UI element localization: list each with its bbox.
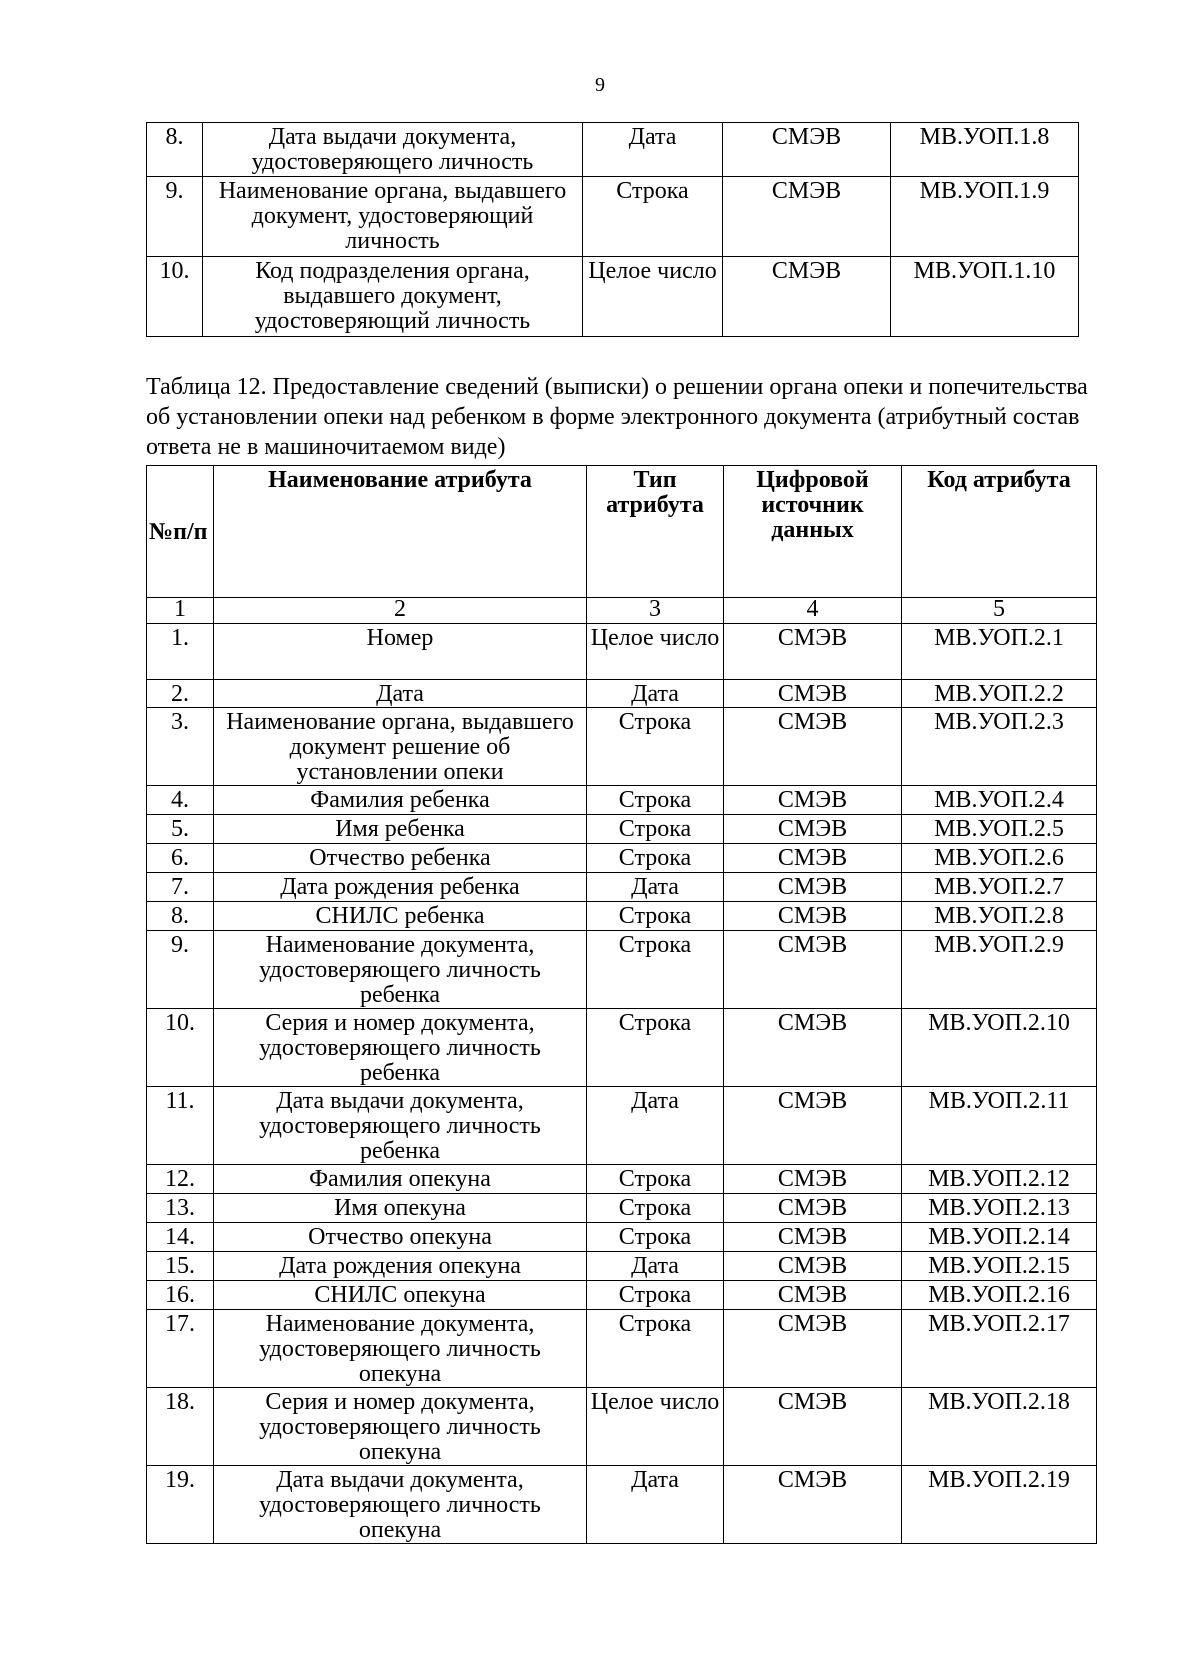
cell-data-source: СМЭВ	[724, 844, 902, 873]
header-row	[147, 466, 1097, 598]
cell-number: 19.	[147, 1466, 214, 1544]
cell-number: 4.	[147, 786, 214, 815]
cell-attribute-name: Дата выдачи документа, удостоверяющего личность опекуна	[214, 1466, 587, 1544]
cell-attribute-name: Наименование органа, выдавшего документ решение об установлении опеки	[214, 708, 587, 786]
cell-number: 10.	[147, 257, 203, 337]
table-12	[146, 465, 1097, 1544]
cell-number: 3.	[147, 708, 214, 786]
cell-attribute-name: Отчество ребенка	[214, 844, 587, 873]
cell-data-source: СМЭВ	[724, 1388, 902, 1466]
cell-attribute-code: МВ.УОП.2.15	[902, 1252, 1097, 1281]
cell-data-source: СМЭВ	[724, 815, 902, 844]
cell-attribute-code: МВ.УОП.1.10	[891, 257, 1079, 337]
column-number: 3	[587, 598, 724, 624]
cell-attribute-type: Строка	[587, 1223, 724, 1252]
cell-number: 13.	[147, 1194, 214, 1223]
cell-attribute-name: Отчество опекуна	[214, 1223, 587, 1252]
cell-attribute-code: МВ.УОП.2.8	[902, 902, 1097, 931]
cell-data-source: СМЭВ	[724, 1009, 902, 1087]
cell-attribute-name: Фамилия опекуна	[214, 1165, 587, 1194]
cell-attribute-name: Дата рождения ребенка	[214, 873, 587, 902]
cell-data-source: СМЭВ	[724, 873, 902, 902]
cell-attribute-type: Строка	[587, 708, 724, 786]
cell-number: 15.	[147, 1252, 214, 1281]
column-number: 5	[902, 598, 1097, 624]
column-number-row	[147, 598, 1097, 624]
table-12-body	[147, 624, 1097, 1544]
table-row	[147, 815, 1097, 844]
table-row	[147, 624, 1097, 680]
cell-attribute-type: Строка	[587, 902, 724, 931]
cell-data-source: СМЭВ	[724, 708, 902, 786]
cell-attribute-name: Серия и номер документа, удостоверяющего личность ребенка	[214, 1009, 587, 1087]
cell-attribute-code: МВ.УОП.2.4	[902, 786, 1097, 815]
cell-attribute-name: Наименование документа, удостоверяющего личность опекуна	[214, 1310, 587, 1388]
header-data-source: Цифровой источник данных	[724, 466, 902, 598]
cell-attribute-name: Код подразделения органа, выдавшего документ, удостоверяющий личность	[203, 257, 583, 337]
cell-attribute-name: СНИЛС опекуна	[214, 1281, 587, 1310]
page-number: 9	[595, 74, 605, 96]
cell-data-source: СМЭВ	[724, 1165, 902, 1194]
cell-number: 6.	[147, 844, 214, 873]
cell-attribute-name: Фамилия ребенка	[214, 786, 587, 815]
cell-attribute-code: МВ.УОП.2.3	[902, 708, 1097, 786]
cell-attribute-name: Дата выдачи документа, удостоверяющего личность ребенка	[214, 1087, 587, 1165]
cell-attribute-code: МВ.УОП.2.7	[902, 873, 1097, 902]
cell-number: 1.	[147, 624, 214, 680]
table-row	[147, 1223, 1097, 1252]
header-attribute-name: Наименование атрибута	[214, 466, 587, 598]
cell-data-source: СМЭВ	[724, 1466, 902, 1544]
cell-attribute-type: Строка	[587, 1194, 724, 1223]
cell-number: 16.	[147, 1281, 214, 1310]
cell-attribute-type: Дата	[587, 873, 724, 902]
cell-data-source: СМЭВ	[724, 1194, 902, 1223]
cell-attribute-type: Дата	[587, 1087, 724, 1165]
table-row	[147, 902, 1097, 931]
cell-data-source: СМЭВ	[724, 1252, 902, 1281]
cell-data-source: СМЭВ	[723, 257, 891, 337]
table-row	[147, 123, 1079, 177]
header-attribute-type: Тип атрибута	[587, 466, 724, 598]
cell-attribute-name: Номер	[214, 624, 587, 680]
cell-data-source: СМЭВ	[724, 1281, 902, 1310]
cell-number: 9.	[147, 177, 203, 257]
table-row	[147, 1466, 1097, 1544]
cell-attribute-code: МВ.УОП.2.6	[902, 844, 1097, 873]
cell-attribute-type: Дата	[583, 123, 723, 177]
cell-attribute-type: Целое число	[583, 257, 723, 337]
table-12-caption: Таблица 12. Предоставление сведений (выписки) о решении органа опеки и попечительства об установлении опеки над ребенком в форме электронного документа (атрибутный состав ответа не в машиночитаемом виде)	[146, 374, 1088, 460]
cell-attribute-name: Наименование органа, выдавшего документ, удостоверяющий личность	[203, 177, 583, 257]
cell-attribute-type: Строка	[587, 931, 724, 1009]
cell-attribute-code: МВ.УОП.2.1	[902, 624, 1097, 680]
cell-attribute-code: МВ.УОП.1.9	[891, 177, 1079, 257]
cell-attribute-type: Строка	[587, 786, 724, 815]
cell-attribute-code: МВ.УОП.2.19	[902, 1466, 1097, 1544]
cell-attribute-name: Дата	[214, 680, 587, 708]
header-number: №п/п	[147, 466, 214, 598]
cell-attribute-type: Строка	[587, 1310, 724, 1388]
cell-data-source: СМЭВ	[724, 680, 902, 708]
table-row	[147, 931, 1097, 1009]
cell-number: 7.	[147, 873, 214, 902]
cell-attribute-name: Серия и номер документа, удостоверяющего личность опекуна	[214, 1388, 587, 1466]
cell-attribute-code: МВ.УОП.2.14	[902, 1223, 1097, 1252]
cell-attribute-name: Имя ребенка	[214, 815, 587, 844]
table-row	[147, 680, 1097, 708]
cell-attribute-type: Строка	[587, 815, 724, 844]
table-row	[147, 1165, 1097, 1194]
cell-attribute-type: Строка	[587, 1165, 724, 1194]
table-row	[147, 257, 1079, 337]
table-row	[147, 1087, 1097, 1165]
cell-number: 9.	[147, 931, 214, 1009]
cell-data-source: СМЭВ	[724, 902, 902, 931]
cell-attribute-name: Наименование документа, удостоверяющего личность ребенка	[214, 931, 587, 1009]
column-number: 4	[724, 598, 902, 624]
table-row	[147, 1194, 1097, 1223]
cell-attribute-code: МВ.УОП.2.18	[902, 1388, 1097, 1466]
cell-number: 12.	[147, 1165, 214, 1194]
cell-attribute-code: МВ.УОП.2.12	[902, 1165, 1097, 1194]
cell-attribute-type: Строка	[587, 1009, 724, 1087]
cell-number: 14.	[147, 1223, 214, 1252]
cell-data-source: СМЭВ	[724, 931, 902, 1009]
column-number: 2	[214, 598, 587, 624]
table-row	[147, 177, 1079, 257]
cell-number: 18.	[147, 1388, 214, 1466]
cell-attribute-type: Дата	[587, 1466, 724, 1544]
cell-attribute-code: МВ.УОП.2.13	[902, 1194, 1097, 1223]
table-row	[147, 1009, 1097, 1087]
cell-attribute-name: Дата выдачи документа, удостоверяющего личность	[203, 123, 583, 177]
continuation-table	[146, 122, 1079, 337]
cell-number: 8.	[147, 123, 203, 177]
cell-data-source: СМЭВ	[724, 624, 902, 680]
column-number: 1	[147, 598, 214, 624]
table-row	[147, 708, 1097, 786]
cell-attribute-code: МВ.УОП.2.16	[902, 1281, 1097, 1310]
cell-attribute-code: МВ.УОП.2.17	[902, 1310, 1097, 1388]
table-row	[147, 1310, 1097, 1388]
cell-number: 10.	[147, 1009, 214, 1087]
cell-data-source: СМЭВ	[724, 1310, 902, 1388]
continuation-table-body	[147, 123, 1079, 337]
cell-attribute-type: Строка	[583, 177, 723, 257]
cell-attribute-type: Строка	[587, 844, 724, 873]
table-12-header	[147, 466, 1097, 624]
cell-attribute-code: МВ.УОП.2.2	[902, 680, 1097, 708]
table-row	[147, 1252, 1097, 1281]
cell-data-source: СМЭВ	[724, 1223, 902, 1252]
table-row	[147, 786, 1097, 815]
cell-attribute-type: Дата	[587, 1252, 724, 1281]
table-row	[147, 844, 1097, 873]
cell-attribute-type: Строка	[587, 1281, 724, 1310]
cell-attribute-code: МВ.УОП.2.11	[902, 1087, 1097, 1165]
cell-attribute-code: МВ.УОП.2.5	[902, 815, 1097, 844]
cell-number: 5.	[147, 815, 214, 844]
cell-attribute-type: Целое число	[587, 1388, 724, 1466]
header-attribute-code: Код атрибута	[902, 466, 1097, 598]
cell-attribute-code: МВ.УОП.2.10	[902, 1009, 1097, 1087]
cell-attribute-code: МВ.УОП.1.8	[891, 123, 1079, 177]
cell-attribute-type: Дата	[587, 680, 724, 708]
cell-data-source: СМЭВ	[724, 1087, 902, 1165]
cell-number: 2.	[147, 680, 214, 708]
table-row	[147, 1388, 1097, 1466]
table-row	[147, 1281, 1097, 1310]
cell-data-source: СМЭВ	[724, 786, 902, 815]
cell-number: 11.	[147, 1087, 214, 1165]
cell-data-source: СМЭВ	[723, 177, 891, 257]
cell-number: 17.	[147, 1310, 214, 1388]
cell-attribute-name: Дата рождения опекуна	[214, 1252, 587, 1281]
cell-attribute-code: МВ.УОП.2.9	[902, 931, 1097, 1009]
cell-attribute-type: Целое число	[587, 624, 724, 680]
cell-number: 8.	[147, 902, 214, 931]
cell-data-source: СМЭВ	[723, 123, 891, 177]
cell-attribute-name: Имя опекуна	[214, 1194, 587, 1223]
cell-attribute-name: СНИЛС ребенка	[214, 902, 587, 931]
table-row	[147, 873, 1097, 902]
